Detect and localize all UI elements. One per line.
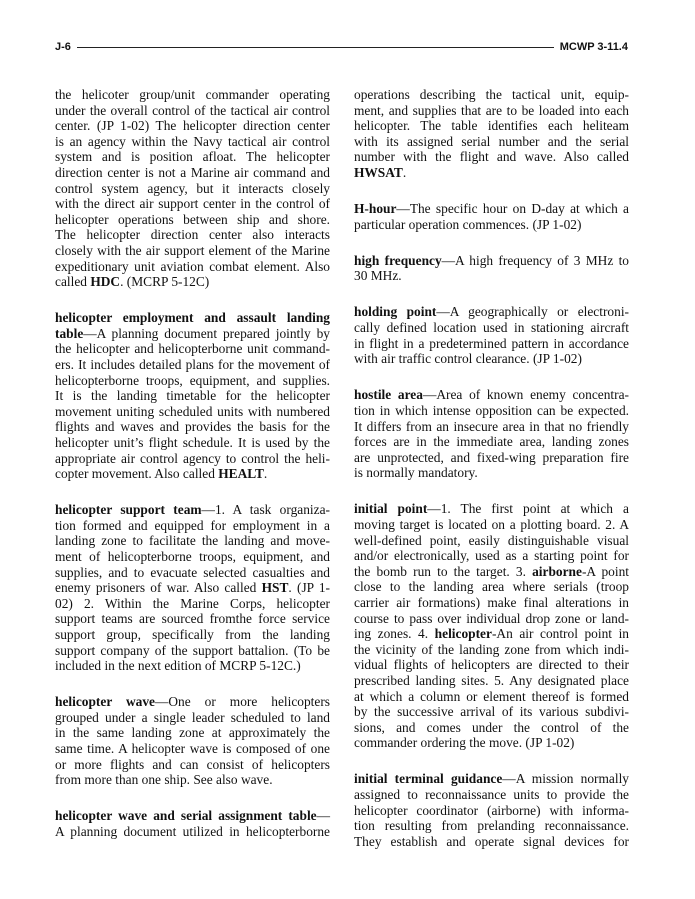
body-text: and/or electronically, used as a starting point for bbox=[354, 548, 629, 564]
body-text: carrier air formations) make final alterations in bbox=[354, 594, 629, 610]
glossary-entry bbox=[55, 502, 330, 674]
body-text: forces are in the immediate area, landing zones bbox=[354, 434, 629, 450]
text-line bbox=[55, 388, 330, 404]
text-line bbox=[354, 787, 629, 803]
publication-id: MCWP 3-11.4 bbox=[559, 41, 628, 53]
body-text: prescribed landing sites. 5. Any designated place bbox=[354, 672, 629, 688]
body-text: —1. A task organiza- bbox=[201, 502, 330, 518]
text-line bbox=[55, 87, 330, 103]
body-text: helicopter. The table identifies each heliteam bbox=[354, 118, 629, 134]
text-line bbox=[55, 326, 330, 342]
text-line bbox=[354, 642, 629, 658]
glossary-entry bbox=[354, 253, 629, 284]
text-line bbox=[354, 689, 629, 705]
text-line bbox=[55, 310, 330, 326]
body-text: are unprotected, and fixed-wing preparation fire bbox=[354, 449, 629, 465]
text-line bbox=[55, 419, 330, 435]
text-line bbox=[354, 771, 629, 787]
text-line bbox=[354, 803, 629, 819]
glossary-term: helicopter employment and assault landing bbox=[55, 310, 330, 326]
body-text: -An air control point in bbox=[491, 626, 629, 642]
text-line bbox=[55, 243, 330, 259]
glossary-entry bbox=[354, 201, 629, 232]
glossary-entry bbox=[354, 87, 629, 181]
text-line bbox=[354, 720, 629, 736]
text-line bbox=[354, 268, 629, 284]
text-line bbox=[354, 818, 629, 834]
body-text: -A point bbox=[581, 563, 629, 579]
text-line bbox=[55, 757, 330, 773]
body-text: operations describing the tactical unit, equip- bbox=[354, 87, 629, 102]
body-text: in flight in a predetermined pattern in accordance bbox=[354, 335, 629, 351]
body-text: . bbox=[263, 466, 268, 482]
text-line bbox=[55, 502, 330, 518]
glossary-entry bbox=[354, 304, 629, 366]
text-line bbox=[354, 165, 629, 181]
text-line bbox=[354, 118, 629, 134]
body-text: ment, and supplies that are to be loaded into each bbox=[354, 102, 629, 118]
text-line bbox=[354, 253, 629, 269]
text-line bbox=[55, 549, 330, 565]
text-line bbox=[55, 357, 330, 373]
text-line bbox=[55, 772, 330, 788]
body-text: tion resulting from prelanding reconnaissance. bbox=[354, 818, 629, 834]
text-line bbox=[354, 87, 629, 103]
body-text: the helicoter group/unit commander operating bbox=[55, 87, 330, 102]
body-text: —A mission normally bbox=[502, 771, 630, 787]
body-text: number with the flight and wave. Also called bbox=[354, 149, 629, 165]
body-text: is an agency within the Navy tactical air control bbox=[55, 133, 330, 149]
text-line bbox=[55, 259, 330, 275]
body-text: is normally mandatory. bbox=[354, 465, 478, 481]
glossary-entry bbox=[55, 87, 330, 290]
text-line bbox=[354, 103, 629, 119]
body-text: support teams are sourced fromthe force service bbox=[55, 611, 330, 627]
body-text: copter movement. Also called bbox=[55, 466, 219, 482]
body-text: cally defined location used in stationing aircraft bbox=[354, 320, 629, 336]
text-line bbox=[354, 626, 629, 642]
glossary-term: airborne bbox=[532, 563, 582, 579]
body-text: It differs from an insecure area in that no friendly bbox=[354, 418, 629, 434]
text-line bbox=[55, 611, 330, 627]
text-line bbox=[354, 834, 629, 850]
body-text: grouped under a single leader scheduled to land bbox=[55, 709, 330, 725]
body-text: or more flights and can consist of helicopters bbox=[55, 756, 330, 772]
glossary-term: H-hour bbox=[354, 201, 397, 217]
body-text: direction center is not a Marine air command and bbox=[55, 164, 330, 180]
page-header bbox=[55, 40, 628, 54]
body-text: under the overall control of the tactical air control bbox=[55, 102, 330, 118]
text-line bbox=[55, 181, 330, 197]
body-text: helicopter coordinator (airborne) with informa- bbox=[354, 802, 629, 818]
body-text: They establish and operate signal devices for bbox=[354, 833, 629, 849]
body-text: —Area of known enemy concentra- bbox=[422, 387, 629, 403]
glossary-entry bbox=[55, 310, 330, 482]
text-line bbox=[354, 704, 629, 720]
body-text: —A high frequency of 3 MHz to bbox=[441, 252, 629, 268]
text-line bbox=[354, 548, 629, 564]
text-line bbox=[354, 517, 629, 533]
text-line bbox=[55, 118, 330, 134]
body-text: —A planning document prepared jointly by bbox=[83, 325, 330, 341]
body-text: moving target is located on a plotting board. 2. A bbox=[354, 516, 629, 532]
text-line bbox=[55, 518, 330, 534]
glossary-term: HST bbox=[261, 580, 289, 596]
body-text: called bbox=[55, 274, 91, 290]
text-line bbox=[354, 149, 629, 165]
glossary-term: high frequency bbox=[354, 252, 442, 268]
text-line bbox=[55, 341, 330, 357]
glossary-entry bbox=[354, 501, 629, 751]
body-text: 02) 2. Within the Marine Corps, helicopter bbox=[55, 595, 330, 611]
text-line bbox=[354, 579, 629, 595]
text-line bbox=[354, 465, 629, 481]
body-text: expeditionary unit aviation combat element. Also bbox=[55, 258, 330, 274]
body-text: with its assigned serial number and the serial bbox=[354, 133, 629, 149]
body-text: —A geographically or electroni- bbox=[436, 304, 629, 320]
body-text: . bbox=[402, 164, 407, 180]
body-text: movement uniting scheduled units with numbered bbox=[55, 403, 330, 419]
text-line bbox=[55, 149, 330, 165]
body-text: by the successive arrival of its various subdivi- bbox=[354, 704, 629, 720]
text-line bbox=[354, 735, 629, 751]
glossary-term: HEALT bbox=[218, 466, 264, 482]
text-line bbox=[354, 201, 629, 217]
body-text: the bomb run to the target. 3. bbox=[354, 563, 533, 579]
glossary-term: hostile area bbox=[354, 387, 423, 403]
body-text: —The specific hour on D-day at which a bbox=[396, 201, 629, 217]
body-text: helicopterborne troops, equipment, and supplies. bbox=[55, 372, 330, 388]
body-text: well-defined point, easily distinguishable visual bbox=[354, 532, 629, 548]
text-line bbox=[354, 320, 629, 336]
body-text: —One or more helicopters bbox=[155, 694, 330, 710]
text-line bbox=[55, 165, 330, 181]
text-line bbox=[55, 435, 330, 451]
body-text: It is the landing timetable for the helicopter bbox=[55, 388, 330, 404]
text-line bbox=[55, 580, 330, 596]
glossary-term: HDC bbox=[90, 274, 121, 290]
body-text: closely with the air support element of the Marine bbox=[55, 242, 330, 258]
text-line bbox=[354, 336, 629, 352]
glossary-term: initial point bbox=[354, 501, 428, 517]
text-line bbox=[55, 658, 330, 674]
body-text: same time. A helicopter wave is composed of one bbox=[55, 741, 330, 757]
body-text: supplies, and to evacuate selected casualties and bbox=[55, 564, 330, 580]
body-text: The helicopter direction center also interacts bbox=[55, 227, 330, 243]
glossary-term: HWSAT bbox=[354, 164, 403, 180]
text-line bbox=[354, 450, 629, 466]
text-line bbox=[55, 627, 330, 643]
glossary-term: helicopter wave bbox=[55, 694, 155, 710]
body-text: . (MCRP 5-12C) bbox=[120, 274, 210, 290]
text-line bbox=[354, 673, 629, 689]
text-line bbox=[354, 611, 629, 627]
body-text: tion formed and equipped for employment in a bbox=[55, 517, 330, 533]
body-text: . (JP 1- bbox=[288, 580, 330, 596]
body-text: from more than one ship. See also wave. bbox=[55, 772, 273, 788]
glossary-entry bbox=[55, 694, 330, 788]
text-line bbox=[55, 134, 330, 150]
text-line bbox=[55, 725, 330, 741]
text-line bbox=[55, 373, 330, 389]
body-text: A planning document utilized in helicopterborne bbox=[55, 823, 330, 839]
body-text: appropriate air control agency to control the heli- bbox=[55, 450, 330, 466]
body-text: particular operation commences. (JP 1-02) bbox=[354, 216, 582, 232]
header-rule bbox=[77, 47, 554, 48]
glossary-term: helicopter support team bbox=[55, 502, 202, 518]
body-text: enemy prisoners of war. Also called bbox=[55, 580, 262, 596]
body-text: commander ordering the move. (JP 1-02) bbox=[354, 735, 575, 751]
text-line bbox=[354, 533, 629, 549]
text-line bbox=[55, 710, 330, 726]
body-text: support group, specifically from the landing bbox=[55, 627, 330, 642]
text-line bbox=[354, 403, 629, 419]
body-text: system and is position afloat. The helicopter bbox=[55, 149, 330, 165]
body-text: vidual flights of helicopters are directed to their bbox=[354, 657, 629, 673]
body-text: flights and waves and provides the basis for the bbox=[55, 419, 330, 435]
body-text: support company of the support battalion. (To be bbox=[55, 642, 330, 658]
body-text: 30 MHz. bbox=[354, 268, 402, 284]
glossary-term: helicopter bbox=[434, 626, 492, 642]
body-text: helicopter unit’s flight schedule. It is used by the bbox=[55, 434, 330, 450]
text-line bbox=[55, 404, 330, 420]
body-text: close to the landing area where serials (troop bbox=[354, 579, 629, 595]
left-column bbox=[55, 87, 330, 860]
text-line bbox=[55, 103, 330, 119]
body-text: included in the next edition of MCRP 5-12C.) bbox=[55, 658, 301, 674]
text-line bbox=[55, 643, 330, 659]
text-line bbox=[55, 808, 330, 824]
body-text: center. (JP 1-02) The helicopter direction center bbox=[55, 118, 330, 134]
text-line bbox=[55, 741, 330, 757]
glossary-term: table bbox=[55, 325, 84, 341]
body-text: sions, and comes under the control of the bbox=[354, 719, 629, 735]
text-line bbox=[354, 564, 629, 580]
body-text: —1. The first point at which a bbox=[427, 501, 629, 517]
body-text: ment of helicopterborne troops, equipment, and bbox=[55, 549, 330, 565]
text-line bbox=[55, 227, 330, 243]
text-line bbox=[55, 212, 330, 228]
body-text: — bbox=[316, 808, 330, 824]
text-line bbox=[55, 466, 330, 482]
glossary-entry bbox=[354, 771, 629, 849]
body-text: at which a column or element thereof is formed bbox=[354, 688, 629, 704]
body-text: tion in which intense opposition can be expected. bbox=[354, 402, 629, 418]
text-line bbox=[354, 134, 629, 150]
text-line bbox=[55, 694, 330, 710]
right-column bbox=[354, 87, 629, 870]
text-line bbox=[354, 595, 629, 611]
body-text: helicopter operations between ship and shore. bbox=[55, 211, 330, 227]
body-text: ing zones. 4. bbox=[354, 626, 435, 642]
body-text: ers. It includes detailed plans for the movement of bbox=[55, 357, 330, 372]
text-line bbox=[55, 196, 330, 212]
text-line bbox=[354, 351, 629, 367]
glossary-term: initial terminal guidance bbox=[354, 771, 503, 787]
text-line bbox=[55, 451, 330, 467]
text-line bbox=[354, 217, 629, 233]
body-text: landing zone to facilitate the landing and move- bbox=[55, 533, 330, 549]
body-text: assigned to reconnaissance units to provide the bbox=[354, 786, 629, 802]
text-line bbox=[354, 501, 629, 517]
body-text: the vicinity of the landing zone from which indi- bbox=[354, 641, 629, 657]
body-text: the helicopter and helicopterborne unit command- bbox=[55, 341, 330, 357]
text-line bbox=[354, 419, 629, 435]
glossary-term: holding point bbox=[354, 304, 437, 320]
text-line bbox=[55, 274, 330, 290]
body-text: with the direct air support center in the control of bbox=[55, 196, 330, 212]
text-line bbox=[354, 434, 629, 450]
body-text: in the same landing zone at approximately the bbox=[55, 725, 330, 741]
text-line bbox=[354, 304, 629, 320]
text-line bbox=[354, 657, 629, 673]
glossary-term: helicopter wave and serial assignment table bbox=[55, 808, 317, 824]
page-number: J-6 bbox=[55, 41, 71, 53]
glossary-entry bbox=[354, 387, 629, 481]
text-line bbox=[354, 387, 629, 403]
text-line bbox=[55, 824, 330, 840]
body-text: course to pass over individual drop zone or land- bbox=[354, 610, 629, 626]
text-line bbox=[55, 596, 330, 612]
body-text: control system agency, but it interacts closely bbox=[55, 180, 330, 196]
text-line bbox=[55, 533, 330, 549]
text-line bbox=[55, 565, 330, 581]
body-text: with air traffic control clearance. (JP 1-02) bbox=[354, 351, 582, 367]
glossary-entry bbox=[55, 808, 330, 839]
